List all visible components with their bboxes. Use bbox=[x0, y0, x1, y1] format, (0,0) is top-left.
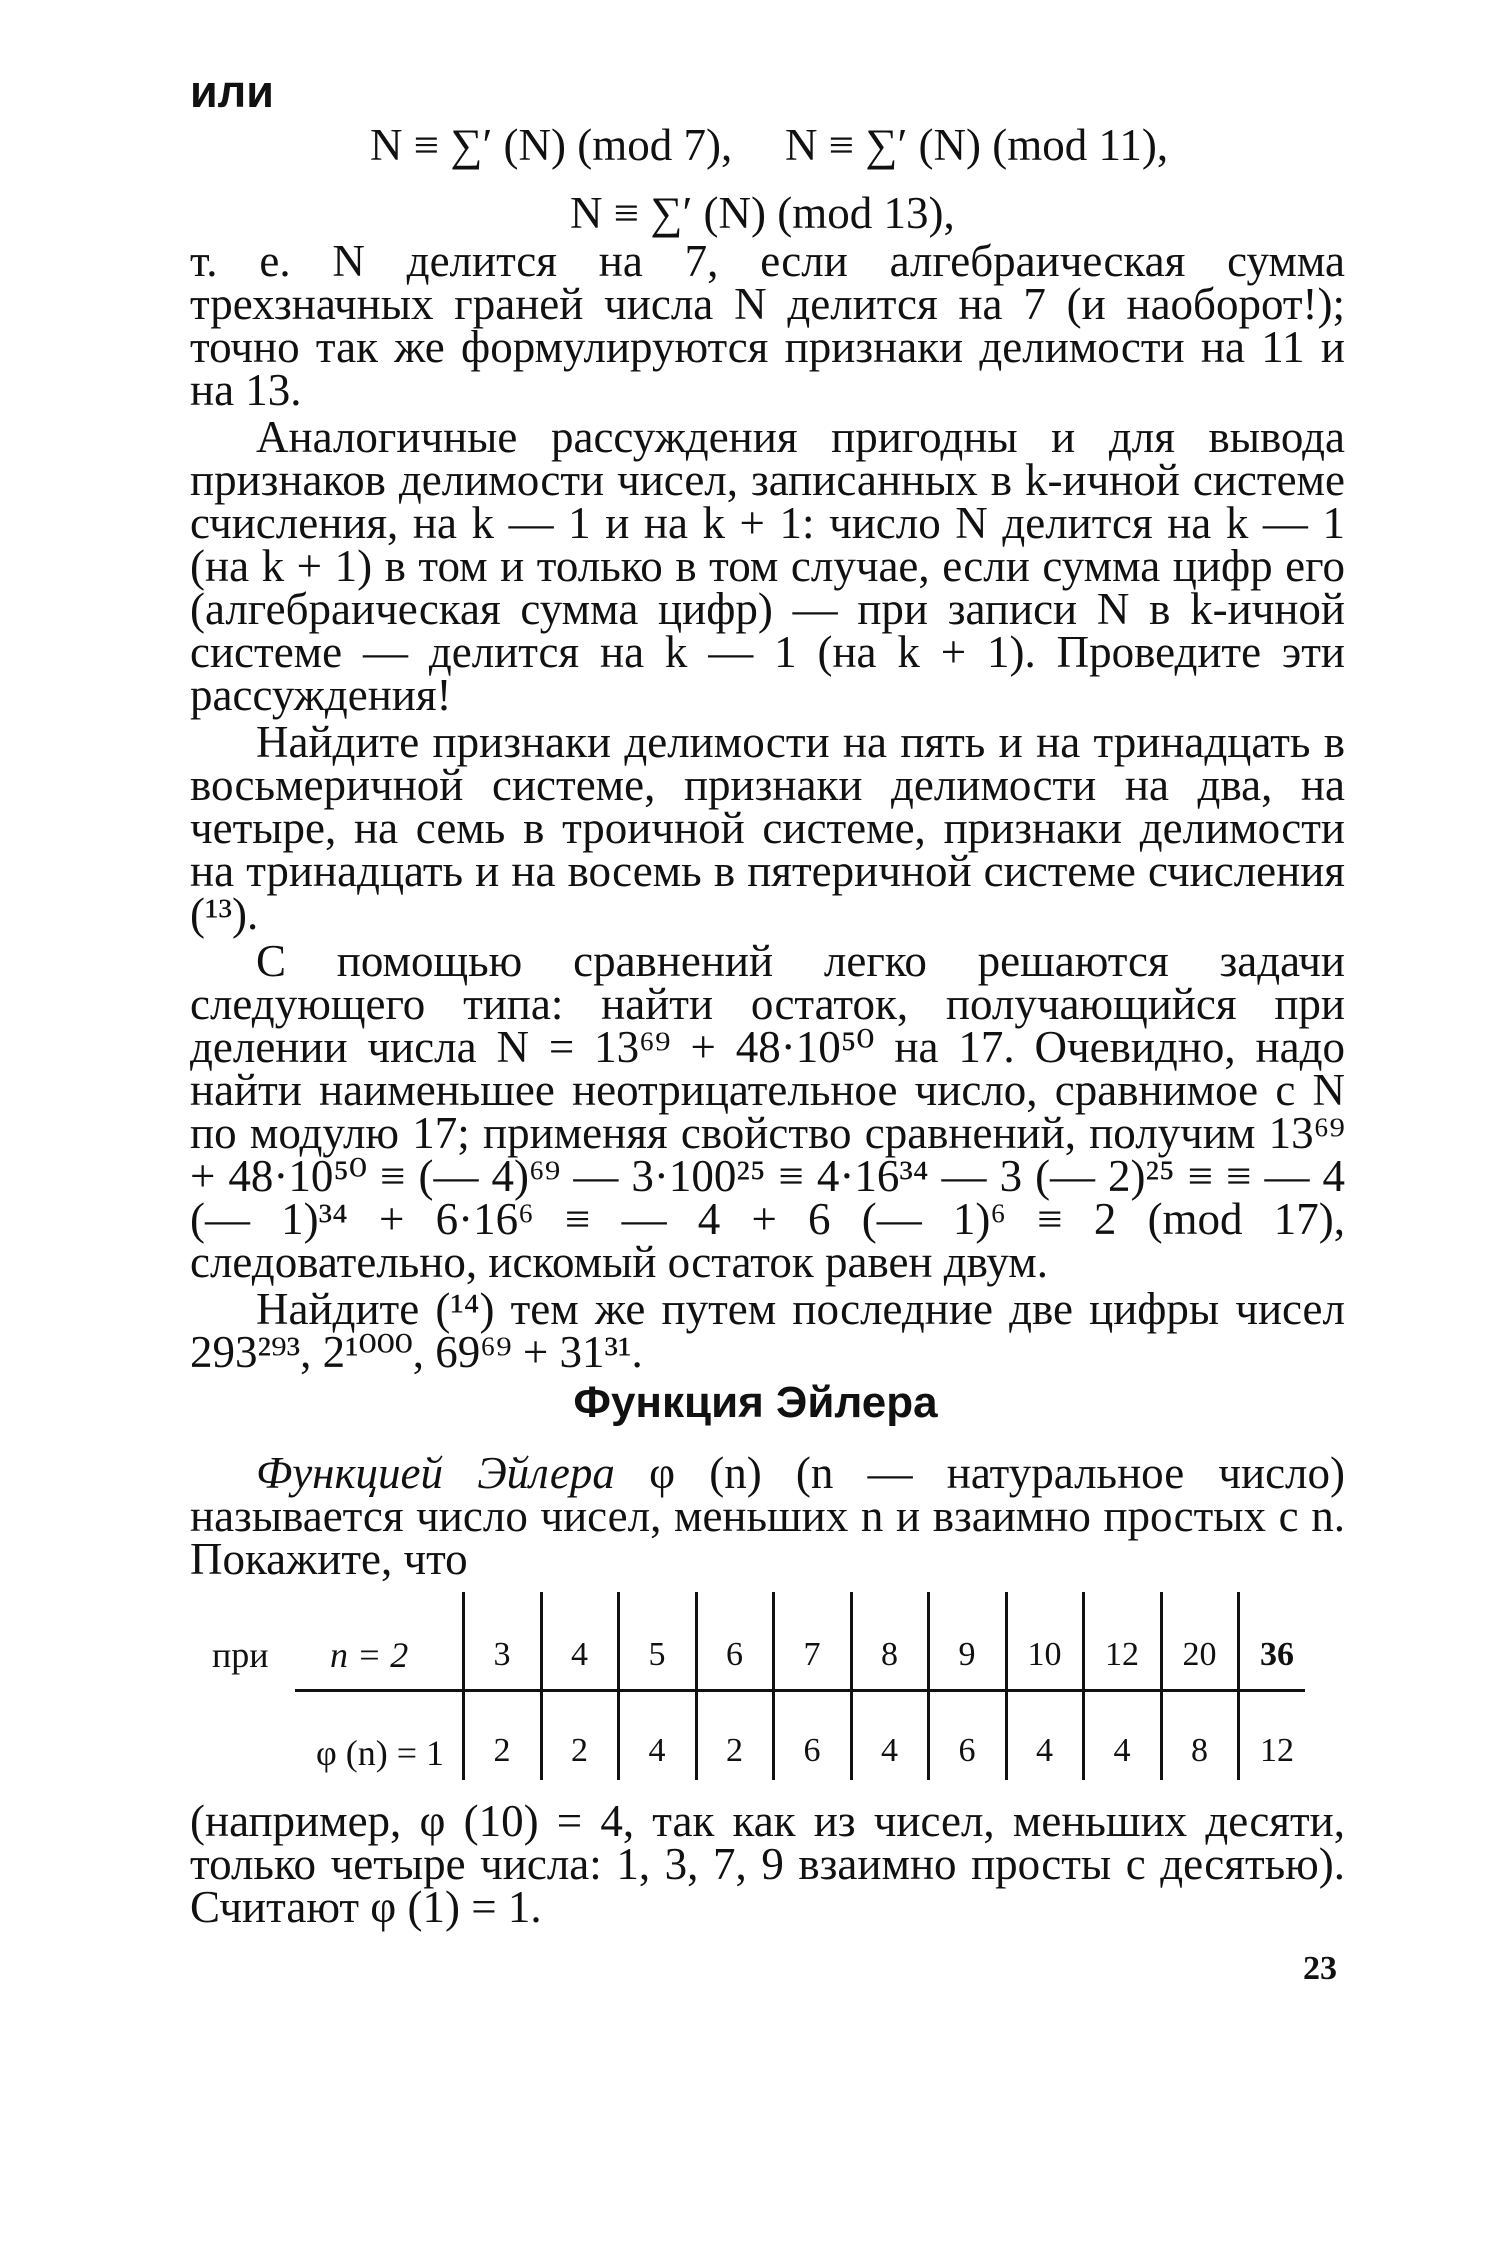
formula-mod7: N ≡ ∑′ (N) (mod 7), bbox=[370, 120, 733, 170]
paragraph-6-rest: φ (n) (n — натуральное число) называется число чисел, меньших n и взаимно простых с n. Покажите, что bbox=[190, 1448, 1345, 1584]
table-n-value: 5 bbox=[648, 1636, 666, 1673]
definition-text bbox=[190, 1448, 1345, 1584]
table-column-rule bbox=[1160, 1592, 1163, 1780]
paragraph-7: (например, φ (10) = 4, так как из чисел, меньших десяти, только четыре числа: 1, 3, 7, 9 взаимно просты с десятью). Считают φ (1) = 1. bbox=[190, 1796, 1345, 1932]
section-heading: Функция Эйлера bbox=[573, 1378, 938, 1427]
table-n-value: 8 bbox=[881, 1636, 898, 1673]
table-n-value: 3 bbox=[493, 1636, 511, 1673]
table-n-value: 20 bbox=[1182, 1636, 1217, 1673]
table-phi-value: 6 bbox=[803, 1732, 821, 1769]
table-column-rule bbox=[1082, 1592, 1085, 1780]
table-n-value: 7 bbox=[803, 1636, 821, 1673]
table-n-value: 10 bbox=[1027, 1636, 1062, 1673]
table-divider bbox=[295, 1689, 1305, 1692]
paragraph-6 bbox=[190, 1448, 1345, 1584]
table-row1-label: при bbox=[212, 1635, 269, 1675]
table-phi-value: 4 bbox=[1036, 1732, 1053, 1769]
table-column-rule bbox=[927, 1592, 930, 1780]
paragraph-2: Аналогичные рассуждения пригодны и для вывода признаков делимости чисел, записанных в k-ичной системе счисления, на k — 1 и на k + 1: число N делится на k — 1 (на k + 1) в том и только в том случае, если сумма цифр его (алгебраическая сумма цифр) — при записи N в k-ичной системе — делится на k — 1 (на k + 1). Проведите эти рассуждения! bbox=[190, 412, 1345, 720]
paragraph-4: С помощью сравнений легко решаются задачи следующего типа: найти остаток, получающийся при делении числа N = 13⁶⁹ + 48·10⁵⁰ на 17. Очевидно, надо найти наименьшее неотрицательное число, сравнимое с N по модулю 17; применяя свойство сравнений, получим 13⁶⁹ + 48·10⁵⁰ ≡ (— 4)⁶⁹ — 3·100²⁵ ≡ 4·16³⁴ — 3 (— 2)²⁵ ≡ ≡ — 4 (— 1)³⁴ + 6·16⁶ ≡ — 4 + 6 (— 1)⁶ ≡ 2 (mod 17), следовательно, искомый остаток равен двум. bbox=[190, 936, 1345, 1287]
table-phi-value: 8 bbox=[1191, 1732, 1208, 1769]
table-n-value: 12 bbox=[1105, 1636, 1139, 1673]
paragraph-5: Найдите (¹⁴) тем же путем последние две цифры чисел 293²⁹³, 2¹⁰⁰⁰, 69⁶⁹ + 31³¹. bbox=[190, 1284, 1345, 1377]
table-phi-value: 2 bbox=[726, 1732, 743, 1769]
table-column-rule bbox=[1005, 1592, 1008, 1780]
formula-mod13: N ≡ ∑′ (N) (mod 13), bbox=[570, 188, 955, 238]
table-phi-value: 12 bbox=[1260, 1732, 1294, 1769]
table-column-rule bbox=[772, 1592, 775, 1780]
table-phi-value: 6 bbox=[958, 1732, 976, 1769]
term-euler-function: Функцией Эйлера bbox=[256, 1448, 615, 1498]
table-n-value: 9 bbox=[958, 1636, 976, 1673]
table-column-rule bbox=[1237, 1592, 1240, 1780]
page-number: 23 bbox=[1303, 1950, 1337, 1987]
table-phi-value: 4 bbox=[881, 1732, 898, 1769]
table-phi-value: 4 bbox=[1113, 1732, 1131, 1769]
table-n-value: 36 bbox=[1260, 1636, 1294, 1673]
table-row2-first: φ (n) = 1 bbox=[315, 1733, 444, 1773]
table-column-rule bbox=[462, 1592, 465, 1780]
table-n-value: 4 bbox=[571, 1636, 588, 1673]
table-column-rule bbox=[617, 1592, 620, 1780]
table-column-rule bbox=[540, 1592, 543, 1780]
table-row1-first: n = 2 bbox=[330, 1635, 409, 1675]
table-phi-value: 4 bbox=[648, 1732, 666, 1769]
closing-text bbox=[190, 1796, 1345, 1932]
euler-table bbox=[200, 1592, 1315, 1780]
formula-mod11: N ≡ ∑′ (N) (mod 11), bbox=[785, 120, 1169, 170]
table-column-rule bbox=[850, 1592, 853, 1780]
table-n-value: 6 bbox=[726, 1636, 743, 1673]
paragraph-1: т. е. N делится на 7, если алгебраическая сумма трехзначных граней числа N делится на 7 (и наоборот!); точно так же формулируются признаки делимости на 11 и на 13. bbox=[190, 236, 1345, 415]
paragraph-3: Найдите признаки делимости на пять и на тринадцать в восьмеричной системе, признаки делимости на два, на четыре, на семь в троичной системе, признаки делимости на тринадцать и на восемь в пятеричной системе счисления (¹³). bbox=[190, 717, 1345, 939]
table-phi-value: 2 bbox=[571, 1732, 588, 1769]
lead-word: или bbox=[190, 66, 274, 117]
main-text bbox=[190, 236, 1345, 1377]
table-phi-value: 2 bbox=[493, 1732, 511, 1769]
table-column-rule bbox=[695, 1592, 698, 1780]
